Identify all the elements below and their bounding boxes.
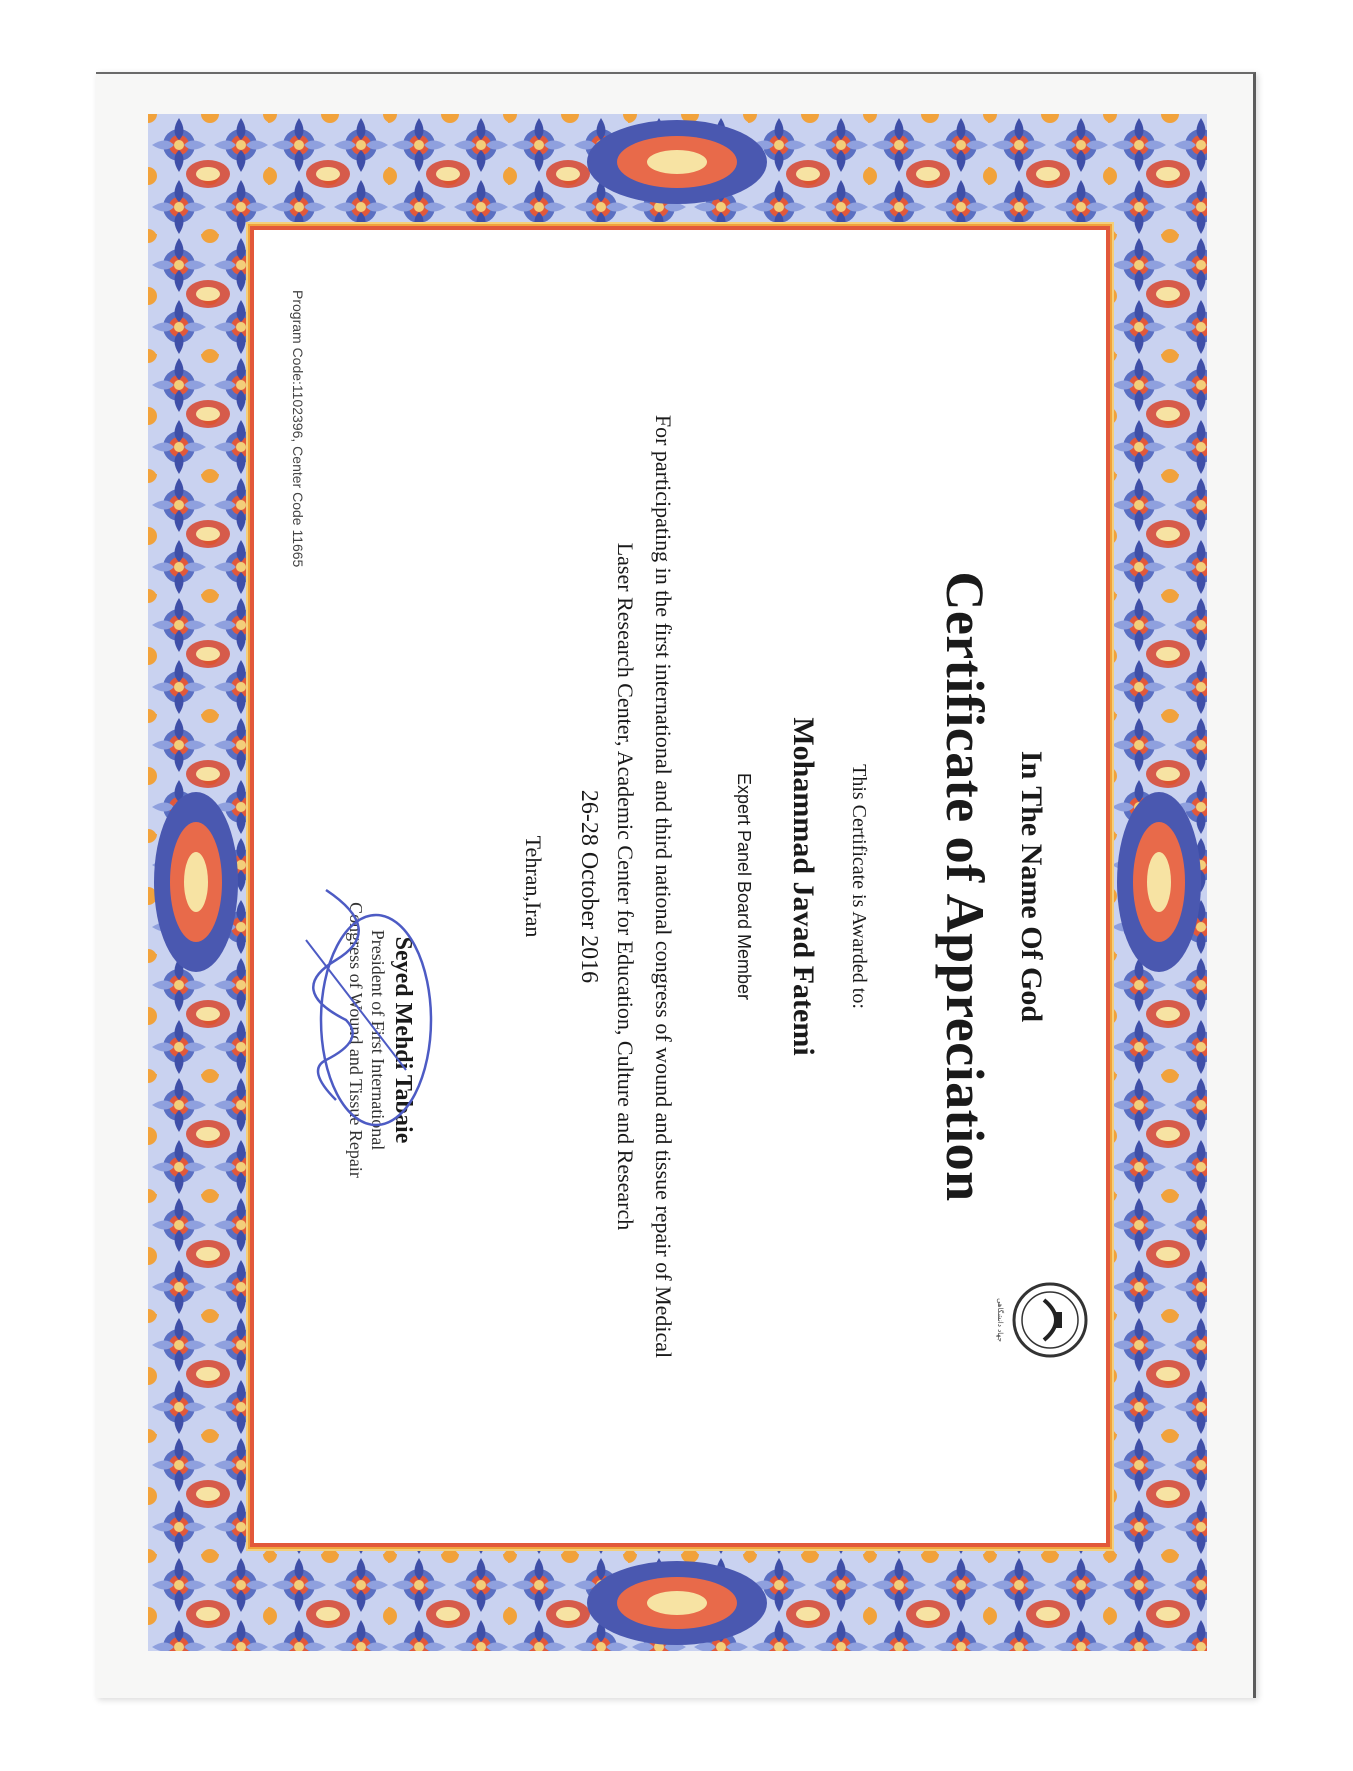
certificate-content [254, 230, 1106, 1543]
handwritten-signature [286, 870, 446, 1130]
awardee-role: Expert Panel Board Member [734, 772, 754, 1001]
awarded-label: This Certificate is Awarded to: [848, 764, 870, 1009]
participation-text-line2: Laser Research Center, Academic Center for Education, Culture and Research [613, 542, 638, 1231]
event-date: 26-28 October 2016 [576, 789, 602, 984]
heading-in-the-name-of-god: In The Name Of God [1015, 750, 1048, 1023]
event-place: Tehran,Iran [521, 835, 546, 938]
signer-title-line2: Congress of Wound and Tissue Repair [346, 902, 366, 1178]
certificate-title: Certificate of Appreciation [935, 571, 995, 1202]
institution-seal [982, 1260, 1092, 1380]
participation-text [606, 340, 682, 1433]
seal-caption: جهاد دانشگاهی [996, 1298, 1004, 1342]
signer-name: Seyed Mehdi Tabaie [390, 936, 416, 1144]
signer-title-line1: President of First International [368, 929, 388, 1151]
program-code: Program Code:1102396, Center Code 11665 [290, 290, 306, 568]
participation-text-line1: For participating in the first international and third national congress of wound and tissue repair of Medical [651, 414, 676, 1359]
certificate-sheet [96, 72, 1256, 1698]
seal-emblem-icon [1002, 1260, 1092, 1380]
awardee-name: Mohammad Javad Fatemi [787, 717, 820, 1056]
certificate-panel [250, 226, 1110, 1547]
